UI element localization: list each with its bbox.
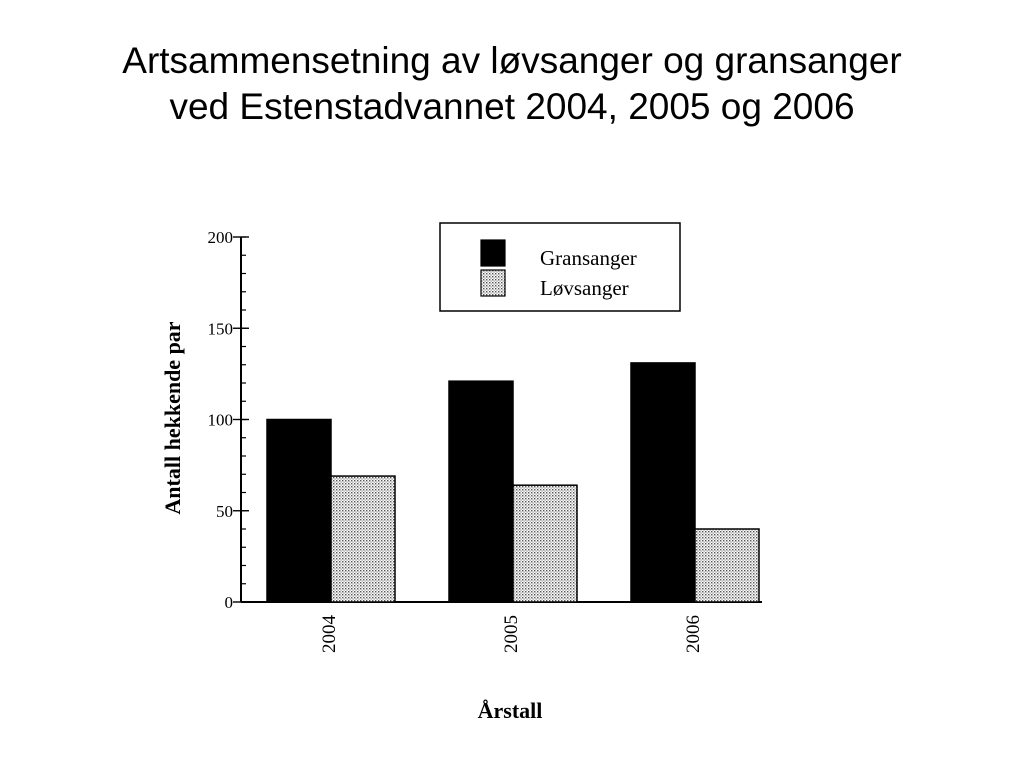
legend-label: Løvsanger [540, 276, 629, 300]
x-tick-label: 2005 [501, 615, 522, 653]
bar-lovsanger-2006 [695, 529, 759, 602]
x-tick-label: 2006 [683, 615, 704, 653]
x-axis-label: Årstall [477, 698, 543, 723]
y-tick-label: 100 [207, 410, 233, 430]
legend-swatch [481, 240, 505, 266]
y-axis-label: Antall hekkende par [160, 321, 185, 515]
bar-lovsanger-2005 [513, 485, 577, 602]
bar-gransanger-2006 [631, 363, 695, 602]
y-tick-label: 0 [224, 593, 233, 612]
x-tick-label: 2004 [319, 615, 340, 653]
legend-label: Gransanger [540, 246, 637, 270]
y-tick-label: 150 [207, 319, 233, 339]
y-tick-label: 200 [207, 228, 233, 247]
bar-lovsanger-2004 [331, 476, 395, 602]
title-line-2: ved Estenstadvannet 2004, 2005 og 2006 [169, 86, 855, 127]
title-line-1: Artsammensetning av løvsanger og gransanger [122, 40, 902, 81]
bar-gransanger-2005 [449, 381, 513, 602]
chart-legend [440, 223, 680, 311]
chart-bars [267, 363, 759, 602]
bar-gransanger-2004 [267, 420, 331, 603]
legend-swatch [481, 270, 505, 296]
y-tick-label: 50 [216, 501, 233, 521]
